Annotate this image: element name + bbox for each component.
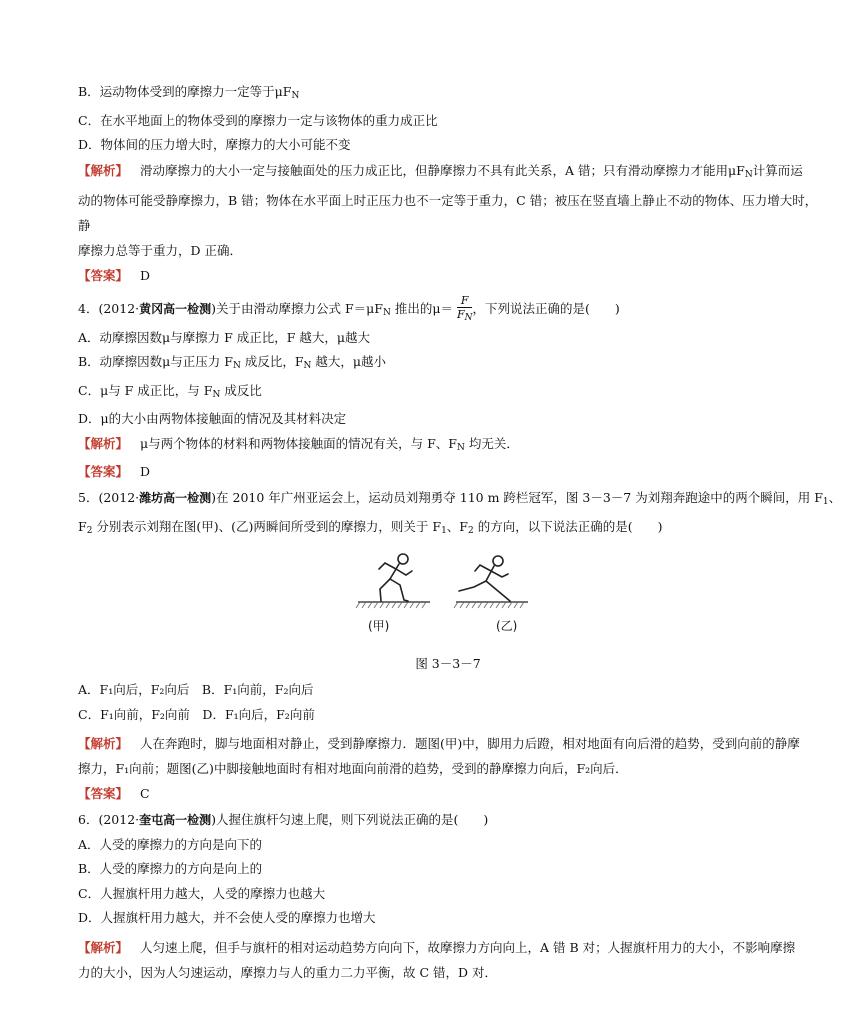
q4-option-a: A．动摩擦因数μ与摩擦力 F 成正比，F 越大，μ越大 [78,329,371,345]
q5-options-ab: A．F₁向后，F₂向后 B．F₁向前，F₂向后 [78,682,314,697]
ground-a [356,602,430,608]
q4-option-b: B．动摩擦因数μ与正压力 $F_N$ 成反比，$F_N$ 越大，μ越小 [78,354,386,371]
q4-option-c: C．μ与 F 成正比，与 $F_N$ 成反比 [78,382,262,400]
analysis-tag: 【解析】 [78,162,129,178]
running-figure-svg [78,547,818,672]
runner-b [459,556,510,601]
runner-a [379,554,412,601]
q5-answer: 【答案】 C [78,786,150,801]
q5-stem-line1: 5．(2012·潍坊高一检测)在 2010 年广州亚运会上，运动员刘翔勇夺 110 m 跨栏冠军，图 3－3－7 为刘翔奔跑途中的两个瞬间，用 $F_1$、 [78,490,842,507]
q5-stem-line2: $F_2$ 分别表示刘翔在图(甲)、(乙)两瞬间所受到的摩擦力，则关于 $F_1$、$F_2$ 的方向，以下说法正确的是( ) [78,519,663,536]
q6-option-d: D．人握旗杆用力越大，并不会使人受的摩擦力也增大 [78,910,376,925]
q5-analysis: 【解析】 人在奔跑时，脚与地面相对静止，受到静摩擦力．题图(甲)中，脚用力后蹬，相对地面有向后滑的趋势，受到向前的静摩 擦力，F₁向前；题图(乙)中脚接触地面时有相对地面向前滑的趋势，受到的静摩擦力向后，F₂向后． [78,736,800,776]
q4-answer: 【答案】 D [78,464,151,479]
figure-caption: 图 3－3－7 [415,656,481,671]
q3-option-c: C．在水平地面上的物体受到的摩擦力一定与该物体的重力成正比 [78,112,438,128]
ground-b [454,602,528,608]
figure-label-jia: (甲) [368,619,390,633]
q6-option-a: A．人受的摩擦力的方向是向下的 [78,836,263,852]
running-figure [78,547,818,672]
q3-analysis: 【解析】 滑动摩擦力的大小一定与接触面处的压力成正比，但静摩擦力不具有此关系，A 错；只有滑动摩擦力才能用$\mu F_N$计算而运 动的物体可能受静摩擦力，B 错；物体在水平面上时正压力也不一定等于重力，C 错；被压在竖直墙上静止不动的物体、压力增大时，静 摩擦力总等于重力，D 正确． [78,162,818,258]
q6-option-b: B．人受的摩擦力的方向是向上的 [78,861,263,876]
q5-options-cd: C．F₁向前，F₂向前 D．F₁向后，F₂向前 [78,706,315,722]
document-page [78,84,842,985]
q6-analysis: 【解析】 人匀速上爬，但手与旗杆的相对运动趋势方向向下，故摩擦力方向向上，A 错 B 对；人握旗杆用力的大小，不影响摩擦 力的大小，因为人匀速运动，摩擦力与人的重力二力平衡，故 C 错，D 对． [78,939,796,980]
q4-option-d: D．μ的大小由两物体接触面的情况及其材料决定 [78,411,347,426]
q4-analysis: 【解析】 μ与两个物体的材料和两物体接触面的情况有关，与 F、$F_N$ 均无关． [78,435,519,453]
figure-label-yi: (乙) [496,619,518,633]
q3-answer: 【答案】 D [78,267,151,283]
q4-stem: 4．(2012·黄冈高一检测)关于由滑动摩擦力公式 $F=\mu F_N$ 推出的μ＝ $\frac{F}{F_N}$ ，下列说法正确的是( ) [78,293,620,323]
q6-option-c: C．人握旗杆用力越大，人受的摩擦力也越大 [78,885,326,901]
answer-tag: 【答案】 [78,267,129,283]
q3-option-b: B．运动物体受到的摩擦力一定等于$\mu F_N$ [78,84,300,101]
q3-option-d: D．物体间的压力增大时，摩擦力的大小可能不变 [78,137,351,152]
q6-stem: 6．(2012·奎屯高一检测)人握住旗杆匀速上爬，则下列说法正确的是( ) [78,812,489,827]
mu-formula: $\frac{F}{F_N}$ [456,293,473,323]
